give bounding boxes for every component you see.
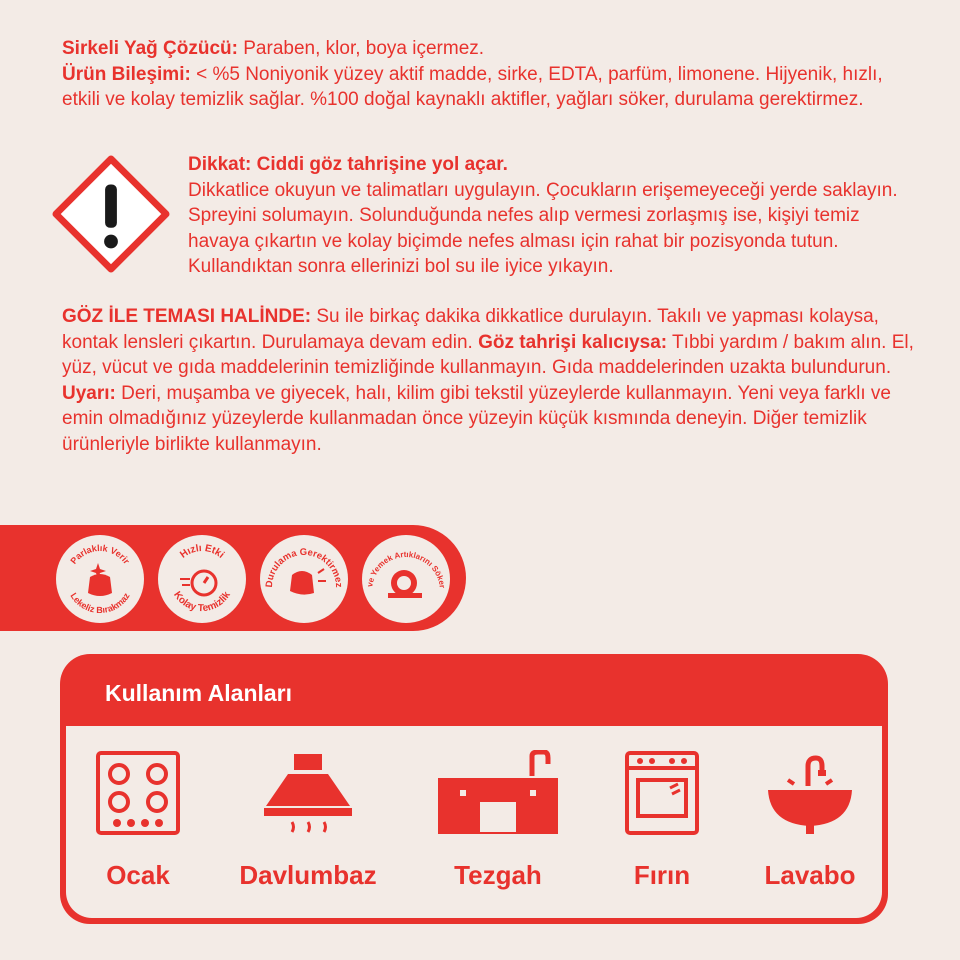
usage-label-stove: Ocak <box>106 860 170 890</box>
eye-contact-label: GÖZ İLE TEMASI HALİNDE: <box>62 306 312 327</box>
caution-label: Uyarı: <box>62 382 116 404</box>
usage-item-counter <box>418 750 578 836</box>
badge-top-text: Durulama Gerektirmez <box>263 546 345 588</box>
oven-icon <box>624 750 700 836</box>
badge-bottom-text: Kolay Temizlik <box>171 589 233 615</box>
svg-text:Hızlı Etki <box>178 543 226 561</box>
no-rinse-badge <box>260 535 348 623</box>
usage-item-stove <box>58 750 218 836</box>
svg-text:Kolay Temizlik <box>171 589 233 614</box>
warning-title: Dikkat: Ciddi göz tahrişine yol açar. <box>188 154 508 175</box>
usage-label-counter: Tezgah <box>454 860 542 890</box>
usage-title: Kullanım Alanları <box>105 680 293 706</box>
svg-text:Parlaklık Verir <box>68 543 132 566</box>
food-residue-badge <box>362 535 450 623</box>
eye-contact-text: Su ile birkaç dakika dikkatlice durulayın. Takılı ve yapması kolaysa, kontak lensleri çıkartın. Durulamaya devam edin. <box>62 306 879 353</box>
dishes-icon <box>388 570 422 598</box>
stopwatch-icon <box>180 571 216 595</box>
range-hood-icon <box>258 750 358 836</box>
usage-item-sink <box>730 750 890 836</box>
usage-item-hood <box>228 750 388 836</box>
warning-text <box>188 152 918 280</box>
composition-label: Ürün Bileşimi: <box>62 63 191 85</box>
caution-text: Deri, muşamba ve giyecek, halı, kilim gibi tekstil yüzeylerde kullanmayın. Yeni veya farklı ve emin olmadığınız yüzeylerde kullanmadan önce yüzeyin küçük kısmında deneyin. Diğer temizlik ürünleriyle birlikte kullanmayın. <box>62 382 891 455</box>
fast-badge <box>158 535 246 623</box>
badge-top-text: Parlaklık Verir <box>68 542 132 566</box>
product-name: Sirkeli Yağ Çözücü: <box>62 38 238 59</box>
irritation-label: Göz tahrişi kalıcıysa: <box>478 331 668 353</box>
badge-bottom-text: Lekeliz Bırakmaz <box>68 590 132 616</box>
sink-icon <box>764 750 856 836</box>
usage-label-hood: Davlumbaz <box>239 860 377 890</box>
countertop-icon <box>436 750 560 836</box>
warning-body: Dikkatlice okuyun ve talimatları uygulayın. Çocukların erişemeyeceği yerde saklayın. Spreyini solumayın. Solunduğunda nefes alıp vermesi zorlaşmış ise, kişiyi temiz havaya çıkartın ve kolay biçimde nefes alması için rahat bir pozisyonda tutun. Kullandıktan sonra ellerinizi bol su ile iyice yıkayın. <box>188 179 898 277</box>
usage-label-sink: Lavabo <box>764 860 856 890</box>
badge-top-text: Hızlı Etki <box>178 542 227 561</box>
irritation-text: Tıbbi yardım / bakım alın. El, yüz, vücut ve gıda maddelerinin temizliğinde kullanmayın. Gıda maddelerinden uzakta bulundurun. <box>62 331 914 378</box>
product-claim: Paraben, klor, boya içermez. <box>237 38 485 59</box>
badge-top-text: ve Yemek Artıklarını Söker <box>365 549 447 589</box>
shine-badge <box>56 535 144 623</box>
stove-icon <box>95 750 181 836</box>
usage-item-oven <box>582 750 742 836</box>
warning-icon <box>52 155 170 273</box>
composition-text: < %5 Noniyonik yüzey aktif madde, sirke, EDTA, parfüm, limonene. Hijyenik, hızlı, etkili ve kolay temizlik sağlar. %100 doğal kaynaklı aktifler, yağları söker, durulama gerektirmez. <box>62 63 883 110</box>
sparkle-hand-icon <box>88 563 112 596</box>
usage-label-oven: Fırın <box>633 860 691 890</box>
wipe-hand-icon <box>290 569 326 595</box>
contact-text <box>62 304 922 457</box>
intro-text <box>62 36 922 113</box>
